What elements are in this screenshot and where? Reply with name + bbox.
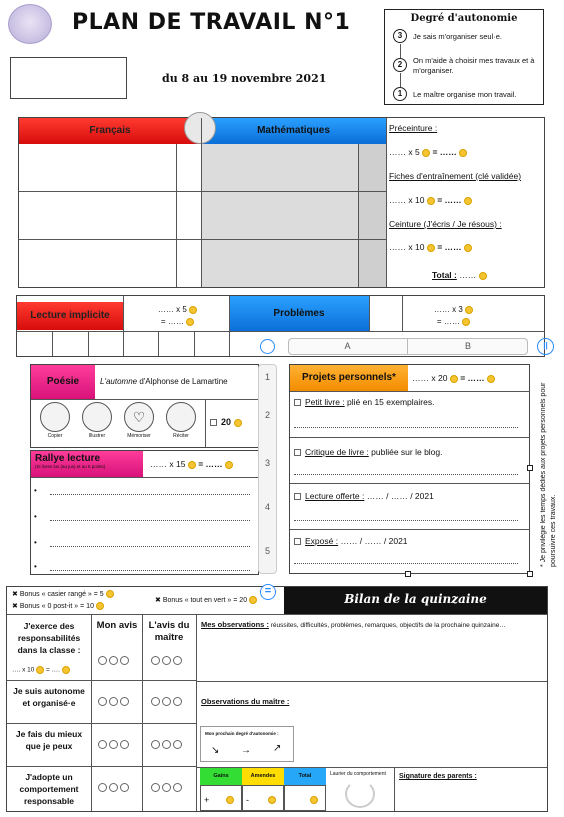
- laurel-icon: [345, 780, 375, 808]
- fiches-label: Fiches d'entraînement (clé validée): [389, 171, 522, 181]
- page-num-2[interactable]: 2: [264, 410, 270, 420]
- maths-header: Mathématiques: [201, 118, 386, 144]
- pause-button[interactable]: ||: [537, 338, 554, 355]
- school-logo: [8, 4, 52, 44]
- signature-label: Signature des parents :: [399, 773, 477, 780]
- row-comportement: J'adopte un comportement responsable: [19, 772, 79, 806]
- level-1-icon: 1: [393, 87, 407, 101]
- smiley-icon: [479, 272, 487, 280]
- arrow-icon: →: [241, 745, 251, 756]
- checkbox[interactable]: [210, 419, 217, 426]
- illustrate-label: Illustrer: [88, 433, 106, 439]
- lecture-header: Lecture implicite: [17, 302, 123, 330]
- recite-icon: [166, 402, 196, 432]
- lecture-score: …… x 5 = ……: [126, 304, 229, 328]
- problemes-score: …… x 3 = ……: [402, 304, 505, 328]
- page-num-4[interactable]: 4: [264, 502, 270, 512]
- maitre-faces-3[interactable]: [150, 740, 183, 749]
- arrow-icon: ↗: [273, 743, 282, 754]
- amendes-cell[interactable]: -: [242, 785, 284, 811]
- page-number-strip: [258, 364, 277, 574]
- projet-item-3[interactable]: Lecture offerte : …… / …… / 2021: [294, 491, 434, 501]
- page-num-5[interactable]: 5: [264, 546, 270, 556]
- total-header: Total: [284, 768, 326, 785]
- resize-handle[interactable]: [405, 571, 411, 577]
- tab-b[interactable]: B: [464, 341, 471, 351]
- bonus-2: ✖ Bonus « 0 post-it » = 10: [12, 602, 104, 610]
- problemes-header: Problèmes: [229, 296, 369, 332]
- projet-item-2[interactable]: Critique de livre : publiée sur le blog.: [294, 447, 443, 457]
- rallye-line-1[interactable]: •: [34, 486, 254, 495]
- avis-faces-3[interactable]: [97, 740, 130, 749]
- bonus-3: ✖ Bonus « tout en vert » = 20: [155, 596, 257, 604]
- x-icon: ✖: [12, 591, 18, 598]
- projet-item-1[interactable]: Petit livre : plié en 15 exemplaires.: [294, 397, 434, 407]
- maitre-faces-2[interactable]: [150, 697, 183, 706]
- smiley-icon: [464, 244, 472, 252]
- checkbox: [294, 449, 301, 456]
- resp-score: …. x 10 = ….: [12, 666, 70, 674]
- gains-header: Gains: [200, 768, 242, 785]
- rallye-score: …… x 15 = ……: [150, 459, 233, 469]
- name-box[interactable]: [10, 57, 127, 99]
- radio-toggle[interactable]: [260, 339, 275, 354]
- row-autonome: Je suis autonome et organisé·e: [13, 686, 85, 708]
- smiley-icon: [427, 244, 435, 252]
- smiley-icon: [464, 197, 472, 205]
- laurier-label: Laurier du comportement: [330, 771, 386, 777]
- row-responsabilites: J'exerce des responsabilités dans la classe :: [17, 621, 81, 655]
- amendes-header: Amendes: [242, 768, 284, 785]
- avis-faces-1[interactable]: [97, 656, 130, 665]
- avis-faces-2[interactable]: [97, 697, 130, 706]
- ceinture-line: …… x 10 = ……: [389, 242, 472, 252]
- total-line: Total : ……: [432, 270, 487, 280]
- tab-a[interactable]: A: [288, 338, 408, 355]
- gains-cell[interactable]: +: [200, 785, 242, 811]
- bilan-title: Bilan de la quinzaine: [344, 592, 487, 606]
- level-2-icon: 2: [393, 58, 407, 72]
- obs-maitre-label: Observations du maître :: [201, 697, 290, 706]
- page-title: PLAN DE TRAVAIL N°1: [72, 10, 351, 35]
- x-icon: ✖: [12, 603, 18, 610]
- poem-title: L'automne d'Alphonse de Lamartine: [100, 377, 228, 386]
- rallye-sublabel: (Si livres lus (au jus) et au 5 points): [35, 464, 106, 469]
- rallye-line-4[interactable]: •: [34, 562, 254, 571]
- resize-handle[interactable]: [527, 571, 533, 577]
- col-mon-avis: Mon avis: [96, 620, 138, 631]
- poesie-points: 20: [210, 417, 242, 427]
- copy-label: Copier: [47, 433, 63, 439]
- recite-label: Réciter: [173, 433, 189, 439]
- avis-faces-4[interactable]: [97, 783, 130, 792]
- arrow-icon: ↘: [211, 745, 220, 756]
- projet-item-4[interactable]: Exposé : …… / …… / 2021: [294, 536, 408, 546]
- poesie-steps: [40, 402, 200, 442]
- autonomy-box: [384, 9, 544, 105]
- rallye-line-2[interactable]: •: [34, 512, 254, 521]
- preceinture-line: …… x 5 = ……: [389, 147, 467, 157]
- projets-header: Projets personnels*: [290, 365, 408, 391]
- arrow-line: [400, 73, 401, 87]
- maitre-faces-4[interactable]: [150, 783, 183, 792]
- col-avis-maitre: L'avis du maître: [148, 620, 190, 643]
- level-3-icon: 3: [393, 29, 407, 43]
- rallye-label: Rallye lecture: [35, 453, 101, 464]
- rallye-header: [31, 451, 143, 477]
- mes-observations[interactable]: Mes observations : réussites, difficultés, problèmes, remarques, objectifs de la prochaine quinzaine…: [201, 620, 506, 629]
- fiches-line: …… x 10 = ……: [389, 195, 472, 205]
- level-2-text: On m'aide à choisir mes travaux et à m'organiser.: [413, 56, 535, 75]
- bonus-1: ✖ Bonus « casier rangé » = 5: [12, 590, 114, 598]
- page-num-3[interactable]: 3: [264, 458, 270, 468]
- smiley-icon: [459, 149, 467, 157]
- rallye-line-3[interactable]: •: [34, 538, 254, 547]
- smiley-icon: [427, 197, 435, 205]
- checkbox: [294, 538, 301, 545]
- poesie-header: Poésie: [31, 365, 95, 399]
- x-icon: ✖: [155, 597, 161, 604]
- prochain-degre-box: [200, 726, 294, 762]
- francais-header: Français: [19, 118, 201, 144]
- copy-icon: [40, 402, 70, 432]
- preceinture-label: Préceinture :: [389, 123, 438, 133]
- total-cell[interactable]: [284, 785, 326, 811]
- smiley-icon: [422, 149, 430, 157]
- checkbox: [294, 399, 301, 406]
- ceinture-label: Ceinture (J'écris / Je résous) :: [389, 219, 502, 229]
- resize-handle[interactable]: [527, 465, 533, 471]
- arrow-line: [400, 44, 401, 58]
- equals-icon[interactable]: =: [260, 584, 276, 600]
- maitre-faces-1[interactable]: [150, 656, 183, 665]
- illustrate-icon: [82, 402, 112, 432]
- prochain-label: Mon prochain degré d'autonomie :: [205, 731, 279, 736]
- page-num-1[interactable]: 1: [264, 372, 270, 382]
- row-mieux: Je fais du mieux que je peux: [15, 729, 83, 751]
- projets-note: * Je privilégie les temps dédiés aux projets personnels pour poursuivre ces travaux.: [540, 382, 557, 567]
- level-1-text: Le maître organise mon travail.: [413, 90, 517, 99]
- level-3-text: Je sais m'organiser seul·e.: [413, 32, 502, 41]
- maths-grey-col: [358, 144, 386, 287]
- autonomy-title: Degré d'autonomie: [410, 13, 518, 24]
- checkbox: [294, 493, 301, 500]
- dates-label: du 8 au 19 novembre 2021: [162, 72, 327, 85]
- mascot-icon: [184, 112, 216, 144]
- heart-icon: ♡: [124, 402, 154, 432]
- projets-score: …… x 20 = ……: [412, 373, 495, 383]
- memorize-label: Mémoriser: [127, 433, 151, 439]
